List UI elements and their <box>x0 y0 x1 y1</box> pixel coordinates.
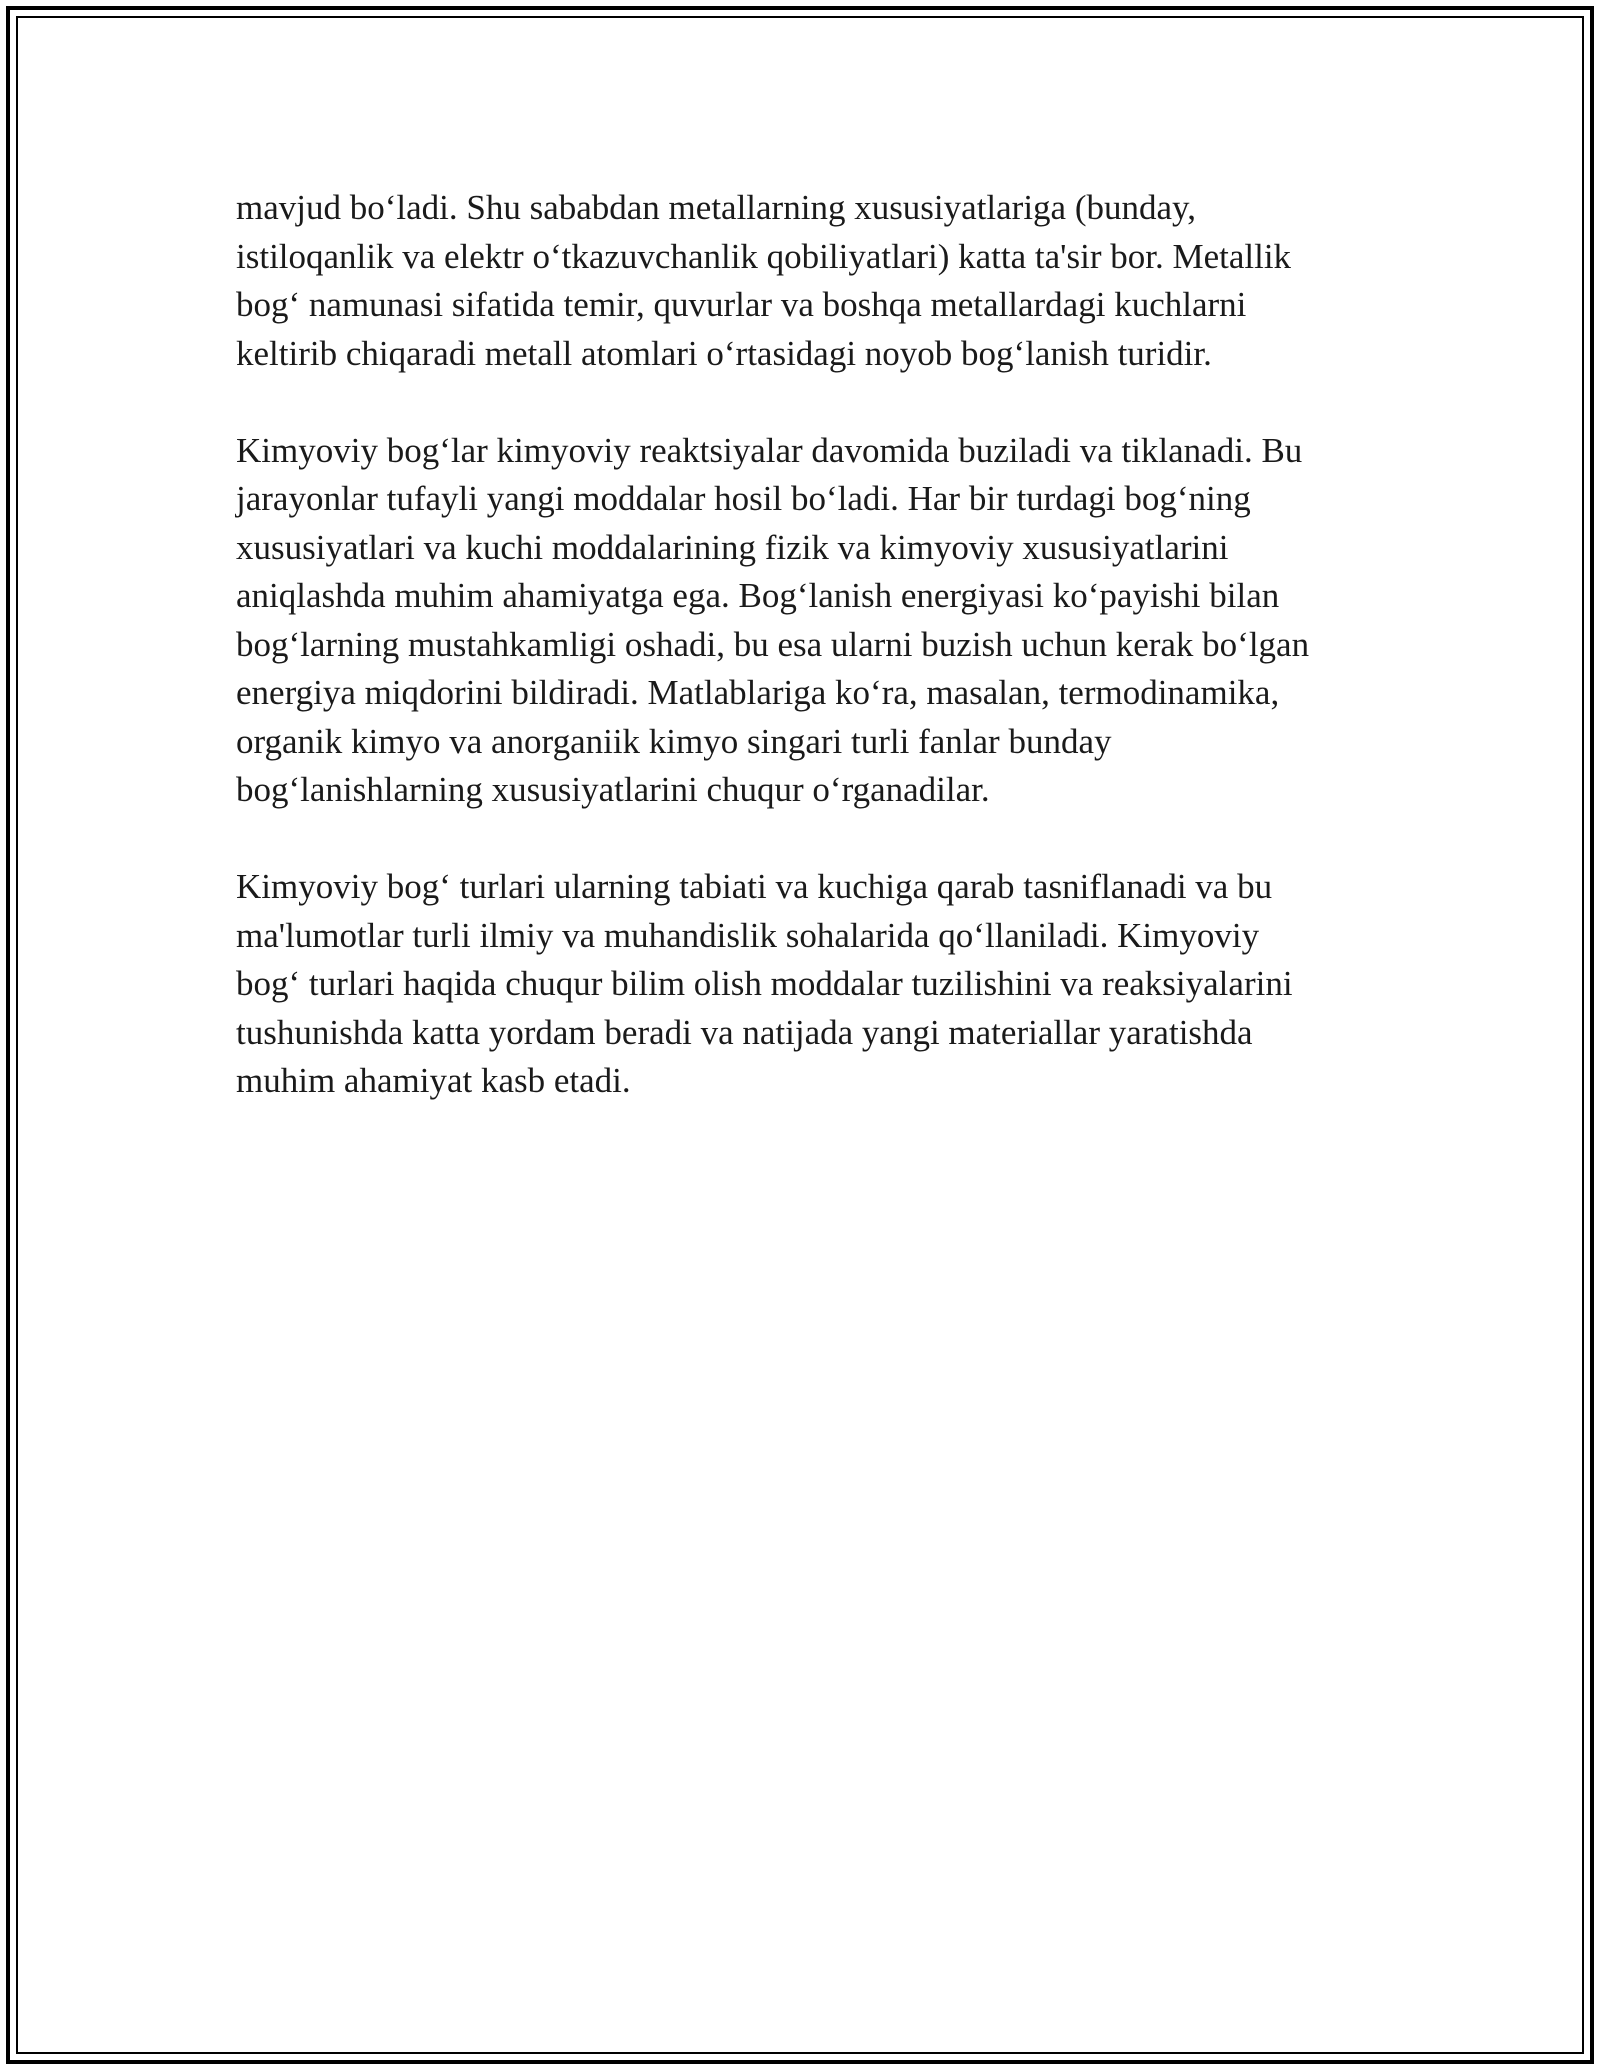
paragraph-1: mavjud bo‘ladi. Shu sababdan metallarning xususiyatlariga (bunday, istiloqanlik va elektr o‘tkazuvchanlik qobiliyatlari) katta ta'sir bor. Metallik bog‘ namunasi sifatida temir, quvurlar va boshqa metallardagi kuchlarni keltirib chiqaradi metall atomlari o‘rtasidagi noyob bog‘lanish turidir. <box>236 188 1292 373</box>
paragraph-3: Kimyoviy bog‘ turlari ularning tabiati va kuchiga qarab tasniflanadi va bu ma'lumotlar turli ilmiy va muhandislik sohalarida qo‘llaniladi. Kimyoviy bog‘ turlari haqida chuqur bilim olish moddalar tuzilishini va reaksiyalarini tushunishda katta yordam beradi va natijada yangi materiallar yaratishda muhim ahamiyat kasb etadi. <box>236 867 1293 1100</box>
paragraph-2: Kimyoviy bog‘lar kimyoviy reaktsiyalar davomida buziladi va tiklanadi. Bu jarayonlar tufayli yangi moddalar hosil bo‘ladi. Har bir turdagi bog‘ning xususiyatlari va kuchi moddalarining fizik va kimyoviy xususiyatlarini aniqlashda muhim ahamiyatga ega. Bog‘lanish energiyasi ko‘payishi bilan bog‘larning mustahkamligi oshadi, bu esa ularni buzish uchun kerak bo‘lgan energiya miqdorini bildiradi. Matlablariga ko‘ra, masalan, termodinamika, organik kimyo va anorganiik kimyo singari turli fanlar bunday bog‘lanishlarning xususiyatlarini chuqur o‘rganadilar. <box>236 430 1310 809</box>
document-body <box>236 184 1366 1154</box>
